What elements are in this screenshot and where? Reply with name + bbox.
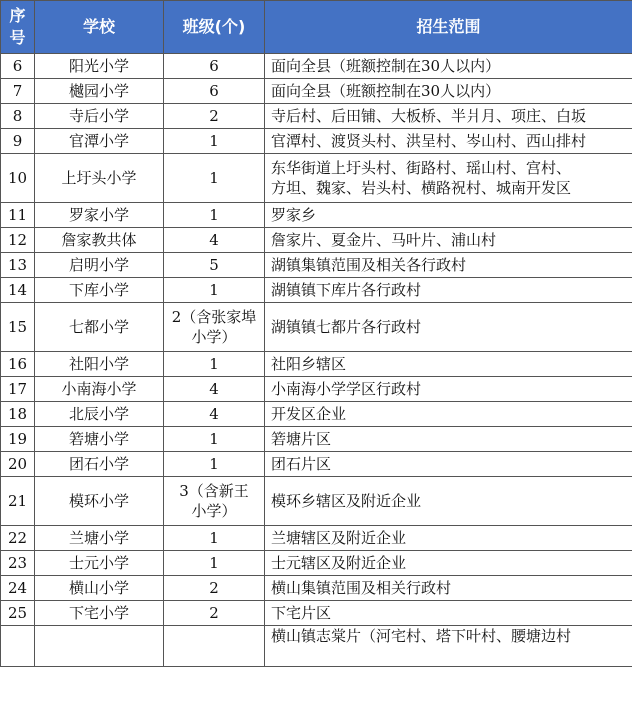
- table-row: [1, 526, 632, 551]
- class-count: 1: [164, 203, 265, 228]
- enrollment-area: 湖镇镇七都片各行政村: [265, 303, 632, 352]
- enrollment-area: 箬塘片区: [265, 427, 632, 452]
- row-number: 9: [1, 129, 35, 154]
- table-row: [1, 452, 632, 477]
- class-count: 1: [164, 427, 265, 452]
- row-number: 8: [1, 104, 35, 129]
- school-name: 北辰小学: [35, 402, 164, 427]
- row-number: 7: [1, 79, 35, 104]
- row-number: [1, 626, 35, 667]
- row-number: 15: [1, 303, 35, 352]
- school-name: 下库小学: [35, 278, 164, 303]
- enrollment-area: 兰塘辖区及附近企业: [265, 526, 632, 551]
- enrollment-area: 士元辖区及附近企业: [265, 551, 632, 576]
- enrollment-area: 小南海小学学区行政村: [265, 377, 632, 402]
- enrollment-area: 社阳乡辖区: [265, 352, 632, 377]
- row-number: 6: [1, 54, 35, 79]
- table-row: [1, 278, 632, 303]
- header-classes: 班级(个): [164, 1, 265, 54]
- row-number: 18: [1, 402, 35, 427]
- table-row: [1, 228, 632, 253]
- class-count: 1: [164, 352, 265, 377]
- row-number: 16: [1, 352, 35, 377]
- class-count: 2: [164, 104, 265, 129]
- class-count: [164, 626, 265, 667]
- class-count: 1: [164, 551, 265, 576]
- table-row: [1, 551, 632, 576]
- school-name: 上圩头小学: [35, 154, 164, 203]
- enrollment-area: 下宅片区: [265, 601, 632, 626]
- enrollment-area: 罗家乡: [265, 203, 632, 228]
- school-name: 官潭小学: [35, 129, 164, 154]
- header-number: 序 号: [1, 1, 35, 54]
- table-row: [1, 303, 632, 352]
- table-row: [1, 377, 632, 402]
- school-name: 启明小学: [35, 253, 164, 278]
- school-name: 寺后小学: [35, 104, 164, 129]
- enrollment-area: 官潭村、渡贤头村、洪呈村、岑山村、西山排村: [265, 129, 632, 154]
- class-count: 4: [164, 228, 265, 253]
- school-name: 士元小学: [35, 551, 164, 576]
- enrollment-area: 东华街道上圩头村、街路村、瑶山村、宫村、 方坦、魏家、岩头村、横路祝村、城南开发区: [265, 154, 632, 203]
- enrollment-area: 面向全县（班额控制在30人以内）: [265, 79, 632, 104]
- row-number: 20: [1, 452, 35, 477]
- table-row: [1, 104, 632, 129]
- school-name: 小南海小学: [35, 377, 164, 402]
- table-row: [1, 352, 632, 377]
- table-body: [1, 54, 632, 667]
- class-count: 2: [164, 576, 265, 601]
- table-row: [1, 54, 632, 79]
- class-count: 4: [164, 402, 265, 427]
- class-count: 6: [164, 54, 265, 79]
- enrollment-area: 模环乡辖区及附近企业: [265, 477, 632, 526]
- table-row: [1, 427, 632, 452]
- table-row: [1, 601, 632, 626]
- enrollment-area: 湖镇集镇范围及相关各行政村: [265, 253, 632, 278]
- header-area: 招生范围: [265, 1, 632, 54]
- row-number: 24: [1, 576, 35, 601]
- row-number: 22: [1, 526, 35, 551]
- class-count: 1: [164, 129, 265, 154]
- school-name: 模环小学: [35, 477, 164, 526]
- school-name: 横山小学: [35, 576, 164, 601]
- header-school: 学校: [35, 1, 164, 54]
- row-number: 21: [1, 477, 35, 526]
- class-count: 2（含张家埠 小学）: [164, 303, 265, 352]
- table-row: [1, 154, 632, 203]
- enrollment-area: 詹家片、夏金片、马叶片、浦山村: [265, 228, 632, 253]
- enrollment-area: 寺后村、后田铺、大板桥、半爿月、项庄、白坂: [265, 104, 632, 129]
- class-count: 6: [164, 79, 265, 104]
- class-count: 2: [164, 601, 265, 626]
- class-count: 3（含新王 小学）: [164, 477, 265, 526]
- school-name: 兰塘小学: [35, 526, 164, 551]
- class-count: 1: [164, 526, 265, 551]
- school-name: 箬塘小学: [35, 427, 164, 452]
- table-row: [1, 626, 632, 667]
- school-name: 团石小学: [35, 452, 164, 477]
- table-row: [1, 203, 632, 228]
- row-number: 14: [1, 278, 35, 303]
- row-number: 13: [1, 253, 35, 278]
- enrollment-area: 湖镇镇下库片各行政村: [265, 278, 632, 303]
- row-number: 23: [1, 551, 35, 576]
- table-row: [1, 79, 632, 104]
- row-number: 17: [1, 377, 35, 402]
- class-count: 5: [164, 253, 265, 278]
- row-number: 11: [1, 203, 35, 228]
- school-name: 阳光小学: [35, 54, 164, 79]
- class-count: 4: [164, 377, 265, 402]
- table-row: [1, 253, 632, 278]
- row-number: 19: [1, 427, 35, 452]
- class-count: 1: [164, 154, 265, 203]
- table-row: [1, 129, 632, 154]
- class-count: 1: [164, 278, 265, 303]
- school-name: 詹家教共体: [35, 228, 164, 253]
- enrollment-area: 开发区企业: [265, 402, 632, 427]
- school-name: [35, 626, 164, 667]
- row-number: 25: [1, 601, 35, 626]
- enrollment-area: 横山集镇范围及相关行政村: [265, 576, 632, 601]
- school-name: 社阳小学: [35, 352, 164, 377]
- enrollment-area: 横山镇志棠片（河宅村、塔下叶村、腰塘边村: [265, 626, 632, 667]
- school-name: 七都小学: [35, 303, 164, 352]
- enrollment-area: 团石片区: [265, 452, 632, 477]
- row-number: 10: [1, 154, 35, 203]
- school-name: 罗家小学: [35, 203, 164, 228]
- table-row: [1, 576, 632, 601]
- table-header-row: [1, 1, 632, 54]
- school-name: 下宅小学: [35, 601, 164, 626]
- school-name: 樾园小学: [35, 79, 164, 104]
- class-count: 1: [164, 452, 265, 477]
- enrollment-area: 面向全县（班额控制在30人以内）: [265, 54, 632, 79]
- table-row: [1, 402, 632, 427]
- row-number: 12: [1, 228, 35, 253]
- table-row: [1, 477, 632, 526]
